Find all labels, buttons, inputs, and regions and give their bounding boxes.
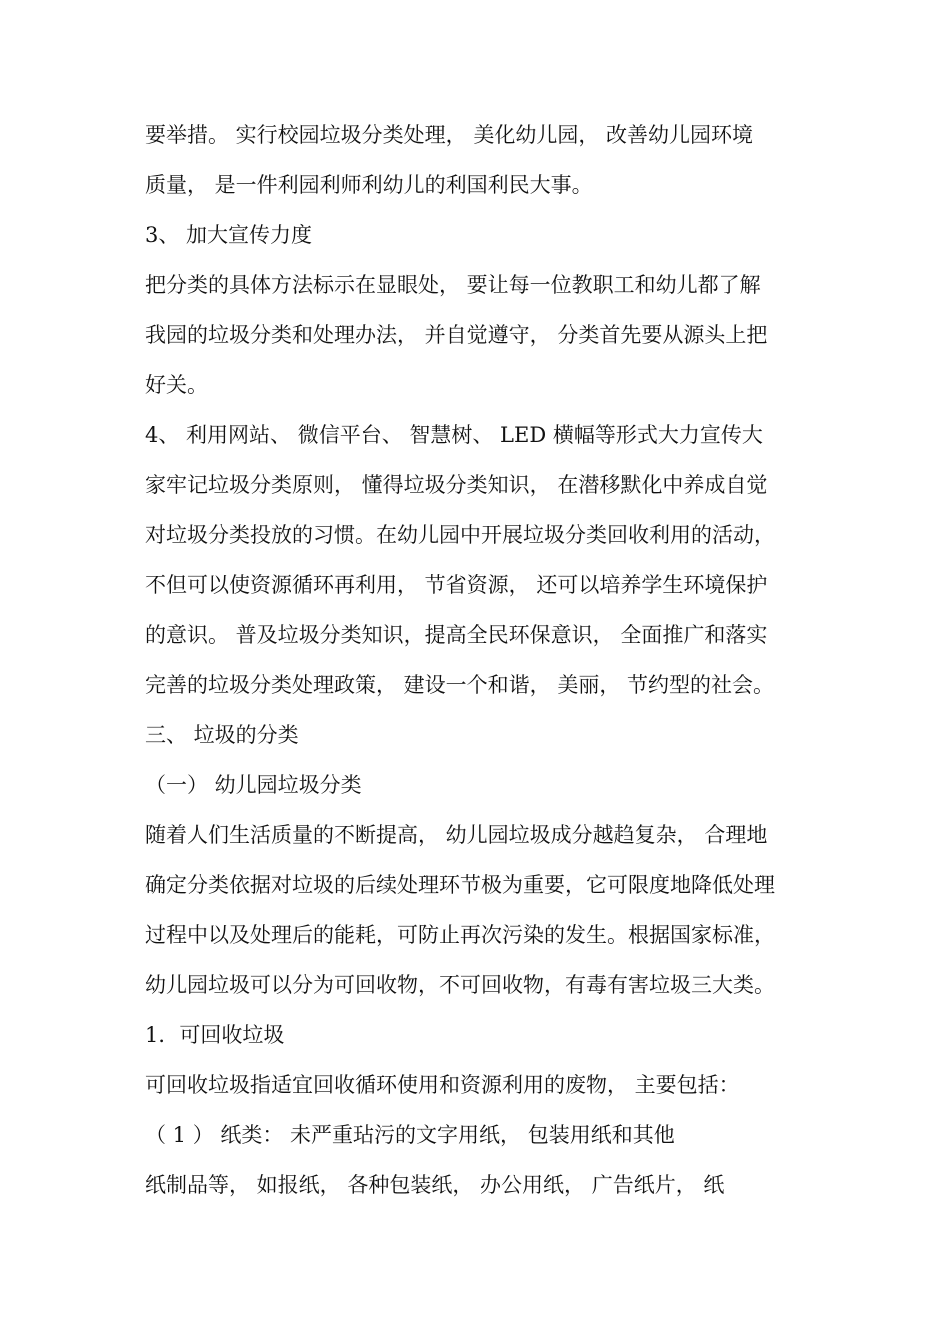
paragraph-line: 纸制品等， 如报纸， 各种包装纸， 办公用纸， 广告纸片， 纸 <box>145 1173 725 1197</box>
paragraph-line: 完善的垃圾分类处理政策， 建设一个和谐， 美丽， 节约型的社会。 <box>145 673 775 697</box>
paragraph-line: 随着人们生活质量的不断提高， 幼儿园垃圾成分越趋复杂， 合理地 <box>145 823 768 847</box>
paragraph-line: 可回收垃圾指适宜回收循环使用和资源利用的废物， 主要包括： <box>145 1073 740 1097</box>
paragraph-line: 确定分类依据对垃圾的后续处理环节极为重要，它可限度地降低处理 <box>145 873 775 897</box>
paragraph-line: 幼儿园垃圾可以分为可回收物，不可回收物，有毒有害垃圾三大类。 <box>145 973 775 997</box>
paragraph-line: 不但可以使资源循环再利用， 节省资源， 还可以培养学生环境保护 <box>145 573 768 597</box>
paragraph-line: 的意识。 普及垃圾分类知识，提高全民环保意识， 全面推广和落实 <box>145 623 768 647</box>
paragraph-line: 过程中以及处理后的能耗，可防止再次污染的发生。根据国家标准， <box>145 923 775 947</box>
paragraph-line: 好关。 <box>145 373 208 397</box>
list-item: （ 1 ） 纸类： 未严重玷污的文字用纸， 包装用纸和其他 <box>145 1123 675 1147</box>
section-heading: 3、 加大宣传力度 <box>145 223 313 247</box>
paragraph-line: 把分类的具体方法标示在显眼处， 要让每一位教职工和幼儿都了解 <box>145 273 761 297</box>
paragraph-line: 对垃圾分类投放的习惯。在幼儿园中开展垃圾分类回收利用的活动， <box>145 523 775 547</box>
section-heading: 三、 垃圾的分类 <box>145 723 299 747</box>
paragraph-line: 我园的垃圾分类和处理办法， 并自觉遵守， 分类首先要从源头上把 <box>145 323 768 347</box>
paragraph-line: 家牢记垃圾分类原则， 懂得垃圾分类知识， 在潜移默化中养成自觉 <box>145 473 768 497</box>
item-heading: 1．可回收垃圾 <box>145 1023 285 1047</box>
paragraph-line: 要举措。 实行校园垃圾分类处理， 美化幼儿园， 改善幼儿园环境 <box>145 123 754 147</box>
paragraph-line: 4、 利用网站、 微信平台、 智慧树、 LED 横幅等形式大力宣传大 <box>145 423 763 447</box>
subsection-heading: （一） 幼儿园垃圾分类 <box>145 773 362 797</box>
paragraph-line: 质量， 是一件利园利师利幼儿的利国利民大事。 <box>145 173 593 197</box>
